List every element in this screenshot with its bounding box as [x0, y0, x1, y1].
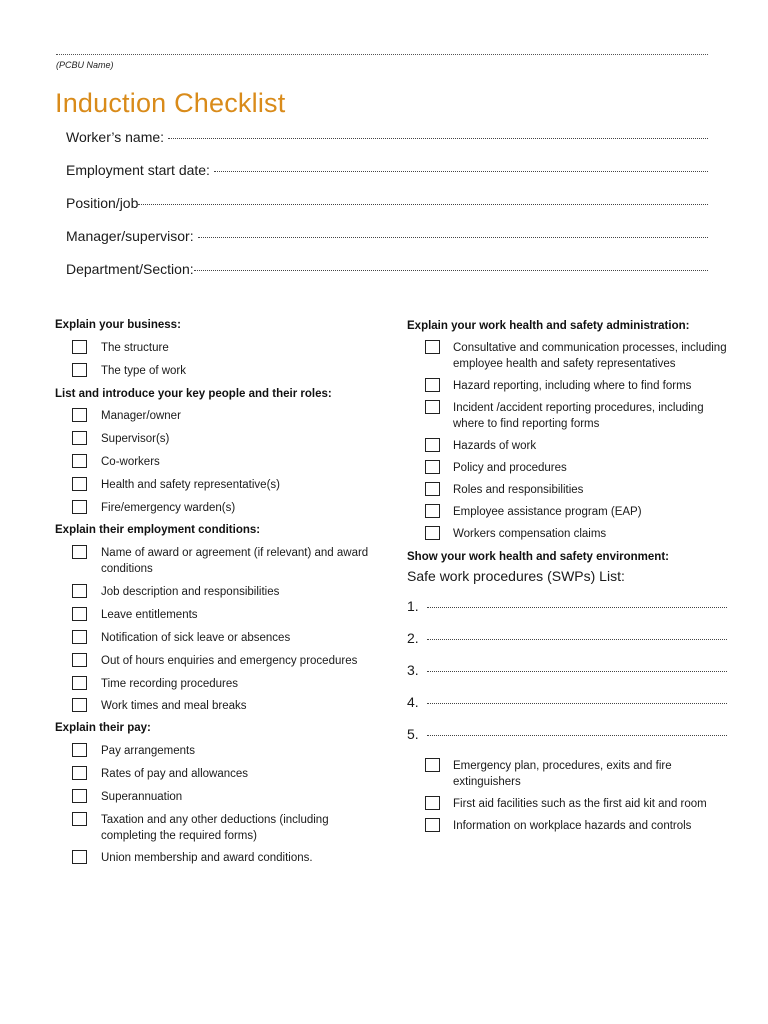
pay-heading: Explain their pay:	[55, 722, 151, 734]
checklist-item[interactable]: Union membership and award conditions.	[55, 850, 375, 866]
checklist-item[interactable]: Fire/emergency warden(s)	[55, 500, 375, 516]
employment-start-date-label: Employment start date:	[66, 162, 210, 178]
checklist-item[interactable]: Consultative and communication processes, including employee health and safety representatives	[407, 340, 727, 372]
checkbox[interactable]	[72, 408, 87, 422]
checkbox[interactable]	[425, 438, 440, 452]
employment-start-date-line[interactable]	[214, 171, 708, 172]
checklist-item[interactable]: Name of award or agreement (if relevant) and award conditions	[55, 545, 375, 577]
checklist-item[interactable]: Incident /accident reporting procedures, including where to find reporting forms	[407, 400, 727, 432]
checklist-item[interactable]: Co-workers	[55, 454, 375, 470]
checklist-item[interactable]: Emergency plan, procedures, exits and fire extinguishers	[407, 758, 727, 790]
checklist-item[interactable]: Work times and meal breaks	[55, 698, 375, 714]
checkbox[interactable]	[425, 482, 440, 496]
checkbox[interactable]	[425, 340, 440, 354]
workers-name-label: Worker’s name:	[66, 129, 165, 145]
checklist-item[interactable]: Employee assistance program (EAP)	[407, 504, 727, 520]
checklist-item[interactable]: Notification of sick leave or absences	[55, 630, 375, 646]
checklist-item[interactable]: Out of hours enquiries and emergency procedures	[55, 653, 375, 669]
checklist-item[interactable]: Job description and responsibilities	[55, 584, 375, 600]
checklist-item[interactable]: Supervisor(s)	[55, 431, 375, 447]
page-title: Induction Checklist	[55, 88, 286, 118]
environment-heading: Show your work health and safety environment:	[407, 551, 669, 563]
checkbox[interactable]	[72, 653, 87, 667]
checkbox[interactable]	[72, 584, 87, 598]
pcbu-name-label: (PCBU Name)	[56, 60, 114, 70]
checkbox[interactable]	[72, 363, 87, 377]
checklist-item[interactable]: Manager/owner	[55, 408, 375, 424]
checklist-item[interactable]: The type of work	[55, 363, 375, 379]
checkbox[interactable]	[72, 545, 87, 559]
checklist-item[interactable]: Rates of pay and allowances	[55, 766, 375, 782]
checkbox[interactable]	[425, 526, 440, 540]
employment-heading: Explain their employment conditions:	[55, 524, 261, 536]
checkbox[interactable]	[72, 743, 87, 757]
people-heading: List and introduce your key people and their roles:	[55, 388, 332, 400]
checkbox[interactable]	[72, 454, 87, 468]
checklist-item[interactable]: Health and safety representative(s)	[55, 477, 375, 493]
left-column	[55, 318, 375, 866]
right-column	[407, 318, 727, 834]
manager-supervisor-label: Manager/supervisor:	[66, 228, 194, 244]
checkbox[interactable]	[425, 504, 440, 518]
checkbox[interactable]	[72, 500, 87, 514]
workers-name-field[interactable]	[66, 129, 708, 145]
checkbox[interactable]	[72, 850, 87, 864]
checkbox[interactable]	[72, 340, 87, 354]
admin-heading: Explain your work health and safety administration:	[407, 320, 690, 332]
swp-line-2[interactable]: 2.	[407, 630, 727, 646]
swp-line-1[interactable]: 1.	[407, 598, 727, 614]
department-section-line[interactable]	[194, 270, 708, 271]
checkbox[interactable]	[425, 400, 440, 414]
checkbox[interactable]	[72, 477, 87, 491]
checklist-item[interactable]: Leave entitlements	[55, 607, 375, 623]
checklist-item[interactable]: Roles and responsibilities	[407, 482, 727, 498]
business-heading: Explain your business:	[55, 319, 181, 331]
pcbu-name-line[interactable]	[56, 54, 708, 55]
employment-start-date-field[interactable]	[66, 162, 708, 178]
checklist-item[interactable]: Pay arrangements	[55, 743, 375, 759]
checkbox[interactable]	[72, 766, 87, 780]
position-job-field[interactable]	[66, 195, 708, 211]
department-section-field[interactable]	[66, 261, 708, 277]
department-section-label: Department/Section:	[66, 261, 194, 277]
checklist-item[interactable]: Policy and procedures	[407, 460, 727, 476]
swp-line-4[interactable]: 4.	[407, 694, 727, 710]
checkbox[interactable]	[425, 758, 440, 772]
checkbox[interactable]	[72, 630, 87, 644]
checkbox[interactable]	[425, 796, 440, 810]
checklist-item[interactable]: Information on workplace hazards and controls	[407, 818, 727, 834]
position-job-line[interactable]	[138, 204, 708, 205]
checklist-item[interactable]: Hazards of work	[407, 438, 727, 454]
workers-name-line[interactable]	[168, 138, 708, 139]
checklist-item[interactable]: Workers compensation claims	[407, 526, 727, 542]
checkbox[interactable]	[72, 698, 87, 712]
manager-supervisor-line[interactable]	[198, 237, 708, 238]
checklist-item[interactable]: Hazard reporting, including where to find forms	[407, 378, 727, 394]
checkbox[interactable]	[72, 812, 87, 826]
checklist-item[interactable]: Superannuation	[55, 789, 375, 805]
swp-list-title: Safe work procedures (SWPs) List:	[407, 568, 625, 584]
checkbox[interactable]	[72, 607, 87, 621]
checkbox[interactable]	[72, 789, 87, 803]
checklist-item[interactable]: First aid facilities such as the first aid kit and room	[407, 796, 727, 812]
checkbox[interactable]	[425, 460, 440, 474]
checklist-item[interactable]: The structure	[55, 340, 375, 356]
checklist-item[interactable]: Time recording procedures	[55, 676, 375, 692]
position-job-label: Position/job	[66, 195, 139, 211]
swp-line-5[interactable]: 5.	[407, 726, 727, 742]
swp-line-3[interactable]: 3.	[407, 662, 727, 678]
checkbox[interactable]	[425, 818, 440, 832]
checkbox[interactable]	[425, 378, 440, 392]
checkbox[interactable]	[72, 676, 87, 690]
checklist-item[interactable]: Taxation and any other deductions (including completing the required forms)	[55, 812, 375, 844]
checkbox[interactable]	[72, 431, 87, 445]
manager-supervisor-field[interactable]	[66, 228, 708, 244]
